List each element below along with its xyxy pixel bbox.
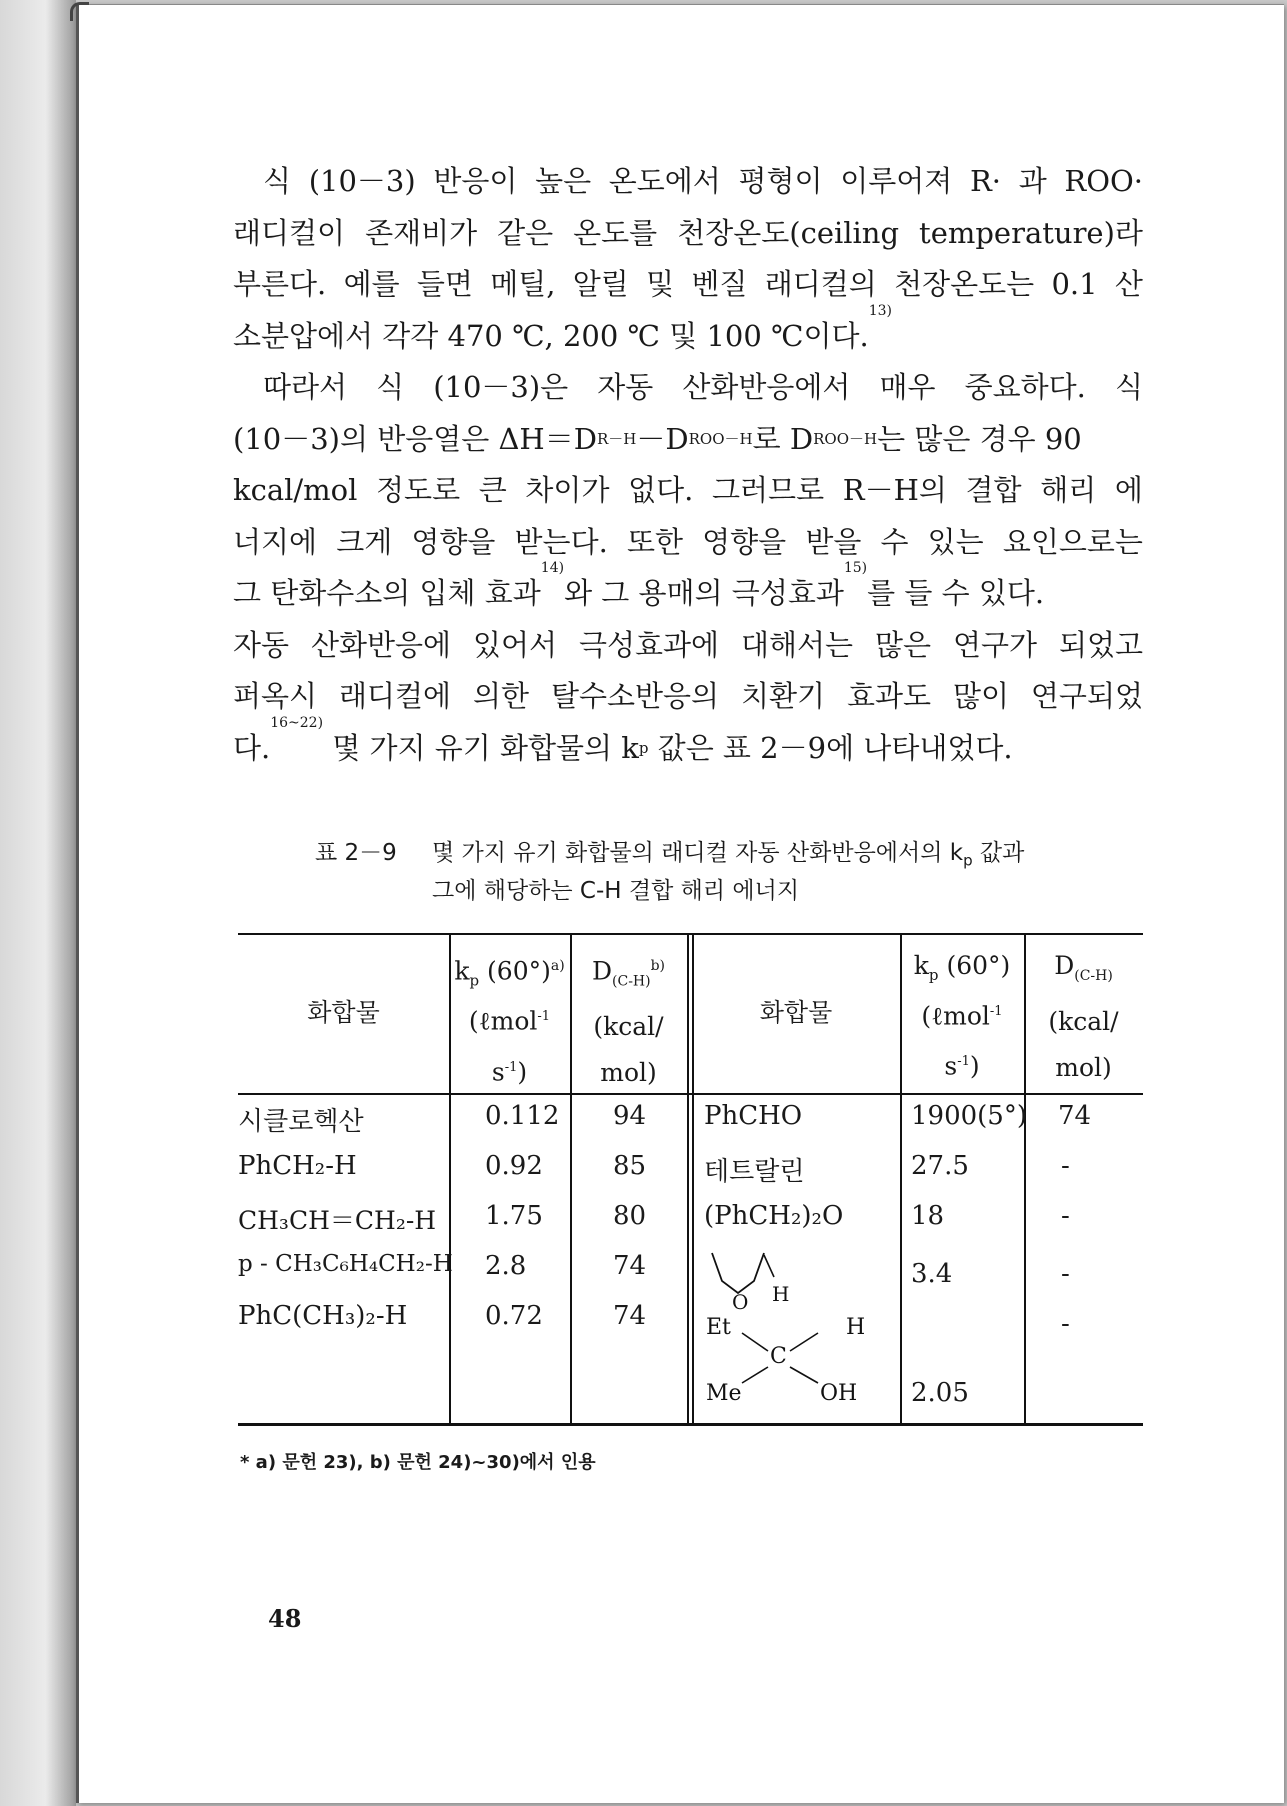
left-row-1-kp: 0.112 [485, 1101, 560, 1131]
word: temperature)라 [919, 215, 1143, 250]
word: ROO· [1064, 164, 1143, 198]
word: 및 [646, 267, 675, 301]
body-text [233, 156, 1143, 774]
word: 에 [1114, 473, 1143, 507]
word: 되었고 [1058, 627, 1143, 662]
word: 들면 [416, 267, 473, 301]
right-row-1-kp: 1900(5°) [911, 1101, 1027, 1131]
right-row-3-kp: 18 [911, 1201, 945, 1231]
right-row-5-d: - [1061, 1309, 1070, 1339]
table-footnote: * a) 문헌 23), b) 문헌 24)~30)에서 인용 [240, 1452, 596, 1473]
left-row-1-d: 94 [613, 1101, 647, 1131]
left-row-3-compound: CH₃CH＝CH₂-H [238, 1206, 437, 1235]
p2-line-1 [233, 362, 1143, 414]
left-row-2-compound: PhCH₂-H [238, 1151, 357, 1181]
word: 반응이 [433, 164, 518, 198]
right-row-4-kp: 3.4 [911, 1259, 953, 1289]
word: 결합 [965, 473, 1022, 507]
word: 같은 [497, 215, 554, 250]
p2-l5-b: 와 그 용매의 극성효과 [564, 576, 844, 610]
right-row-3-d: - [1061, 1201, 1070, 1231]
p2-line-7 [233, 671, 1143, 723]
header-kp-left: $k_p$ $(60^\circ)^{a)}$ (ℓmol$^{-1}$ $s^{-1}$) [454, 956, 565, 1086]
left-row-5-d: 74 [613, 1301, 647, 1331]
p2-l8-b: 몇 가지 유기 화합물의 k [323, 730, 639, 765]
p2-line-8 [233, 714, 1143, 775]
word: 의한 [472, 679, 530, 713]
alcohol-c-label: C [770, 1344, 787, 1369]
ref-13: 13) [868, 302, 892, 319]
p2-l2-sub1: R－H [596, 429, 637, 448]
left-row-5-kp: 0.72 [485, 1301, 543, 1331]
left-row-5-compound: PhC(CH₃)₂-H [238, 1301, 408, 1331]
word: 0.1 [1051, 267, 1098, 301]
word: 연구되었 [1030, 679, 1143, 713]
thf-o-label: O [732, 1290, 749, 1314]
alcohol-et-label: Et [706, 1315, 731, 1340]
header-d-left: $D_{(C-H)}^{b)}$ (kcal/ mol) [591, 956, 666, 1088]
p2-l2-d: 는 많은 경우 90 [877, 421, 1082, 456]
word: 천장온도(ceiling [677, 215, 900, 250]
word: (10－3) [308, 164, 416, 198]
word: 또한 [626, 524, 683, 559]
table-top-rule [238, 933, 1143, 935]
word: 과 [1018, 164, 1047, 198]
page-number: 48 [268, 1604, 302, 1633]
left-row-4-compound: p - CH₃C₆H₄CH₂-H [238, 1251, 453, 1277]
p2-l2-sub3: ROO－H [813, 429, 878, 448]
word: 받을 [805, 524, 862, 559]
col-divider-3a [687, 933, 689, 1425]
right-row-6-kp: 2.05 [911, 1378, 969, 1408]
header-kp-right: $k_p$ (60°) (ℓmol$^{-1}$ $s^{-1}$) [913, 951, 1011, 1081]
left-row-4-d: 74 [613, 1251, 647, 1281]
alcohol-h-label: H [846, 1315, 866, 1340]
word: 예를 [343, 267, 400, 301]
caption-line-2: 그에 해당하는 C-H 결합 해리 에너지 [432, 878, 800, 904]
word: 존재비가 [365, 215, 478, 250]
p2-l2-a: (10－3)의 반응열은 ΔH＝D [233, 421, 597, 456]
table-number: 표 2－9 [315, 840, 397, 866]
word: 식 [263, 164, 292, 198]
ref-15: 15) [843, 560, 868, 576]
word: 해리 [1040, 473, 1097, 507]
p2-l2-b: －D [636, 421, 689, 456]
p2-l5-c: 를 들 수 있다. [867, 576, 1045, 610]
header-d-right: $D_{(C-H)}$ (kcal/ mol) [1048, 951, 1119, 1082]
word: 요인으로는 [1002, 524, 1143, 559]
table-header-rule [238, 1093, 1143, 1095]
word: 영향을 [702, 524, 787, 559]
table-bottom-rule [238, 1423, 1143, 1426]
word: 있어서 [472, 627, 558, 662]
word: 많은 [874, 627, 932, 662]
p1-line-1 [233, 156, 1143, 208]
word: 산화반응에서 [682, 370, 851, 404]
p2-l5-a: 그 탄화수소의 입체 효과 [233, 576, 541, 610]
left-row-2-kp: 0.92 [485, 1151, 543, 1181]
word: 자동 [597, 370, 654, 404]
word: (10－3)은 [433, 370, 569, 404]
p2-l8-sub: p [638, 738, 649, 757]
caption-l1-sub: p [963, 851, 973, 870]
word: 벤질 [691, 267, 748, 301]
caption-l1-a: 몇 가지 유기 화합물의 래디컬 자동 산화반응에서의 k [432, 840, 964, 866]
p2-line-2 [233, 414, 1143, 466]
word: 천장온도는 [894, 267, 1035, 301]
word: R· [969, 164, 1002, 198]
word: 알릴 [572, 267, 629, 301]
right-row-4-d: - [1061, 1259, 1070, 1289]
word: 식 [376, 370, 405, 404]
word: 이루어져 [840, 164, 953, 198]
p2-l8-a: 다. [233, 730, 271, 765]
p1-line-2 [233, 208, 1143, 260]
p2-line-4 [233, 517, 1143, 569]
word: 부른다. [233, 267, 327, 301]
word: 평형이 [738, 164, 823, 198]
word: 치환기 [740, 679, 826, 713]
word: 있는 [927, 524, 984, 559]
word: 극성효과에 [578, 627, 720, 662]
alcohol-me-label: Me [706, 1381, 742, 1406]
word: 산 [1114, 267, 1143, 301]
word: 매우 [879, 370, 936, 404]
word: 큰 [478, 473, 507, 507]
word: 래디컬이 [233, 215, 346, 250]
word: 받는다. [514, 524, 608, 559]
word: 온도에서 [608, 164, 721, 198]
caption-line-1 [315, 834, 1115, 872]
caption-l1-b: 값과 [972, 840, 1025, 866]
left-row-3-d: 80 [613, 1201, 647, 1231]
word: 많이 [952, 679, 1009, 713]
right-row-1-compound: PhCHO [704, 1101, 803, 1131]
word: 퍼옥시 [233, 679, 318, 713]
right-row-3-compound: (PhCH₂)₂O [704, 1201, 844, 1231]
right-row-2-d: - [1061, 1151, 1070, 1181]
left-row-1-compound: 시클로헥산 [238, 1107, 364, 1137]
book-spine [0, 0, 76, 1806]
right-row-2-kp: 27.5 [911, 1151, 969, 1181]
ref-14: 14) [540, 560, 565, 576]
right-row-1-d: 74 [1058, 1101, 1092, 1131]
thf-h-label: H [772, 1282, 790, 1306]
word: 너지에 [233, 524, 318, 559]
left-row-2-d: 85 [613, 1151, 647, 1181]
p2-l2-c: 로 D [752, 421, 814, 456]
word: 탈수소반응의 [550, 679, 720, 713]
word: 중요하다. [964, 370, 1086, 404]
word: 따라서 [263, 370, 348, 404]
word: 차이가 [525, 473, 610, 507]
p2-line-6 [233, 620, 1143, 672]
p2-l2-sub2: ROO－H [688, 429, 753, 448]
word: R－H의 [842, 473, 947, 507]
right-row-2-compound: 테트랄린 [704, 1157, 805, 1187]
page-corner [70, 2, 89, 21]
p2-line-3 [233, 465, 1143, 517]
word: 래디컬에 [338, 679, 452, 713]
alcohol-oh-label: OH [820, 1381, 858, 1406]
word: 식 [1114, 370, 1143, 404]
word: 없다. [628, 473, 694, 507]
word: 크게 [336, 524, 393, 559]
ref-16-22: 16~22) [270, 714, 324, 731]
word: 높은 [535, 164, 592, 198]
word: 자동 [233, 627, 290, 662]
word: 연구가 [952, 627, 1037, 662]
word: 정도로 [376, 473, 461, 507]
left-row-3-kp: 1.75 [485, 1201, 543, 1231]
header-compound-left: 화합물 [307, 998, 380, 1027]
butanol-structure-icon [704, 1305, 894, 1423]
p1-line-4 [233, 302, 1143, 363]
word: 영향을 [411, 524, 496, 559]
p2-l8-c: 값은 표 2－9에 나타내었다. [648, 730, 1013, 765]
word: 그러므로 [712, 473, 825, 507]
table-caption [315, 834, 1115, 910]
p1-line-4-text: 소분압에서 각각 470 ℃, 200 ℃ 및 100 ℃이다. [233, 318, 869, 353]
word: 효과도 [846, 679, 932, 713]
word: 온도를 [573, 215, 658, 250]
header-compound-right: 화합물 [759, 998, 833, 1027]
p2-line-5 [233, 560, 1143, 620]
p1-line-3 [233, 259, 1143, 311]
word: 래디컬의 [764, 267, 877, 301]
word: 산화반응에 [310, 627, 452, 662]
word: 메틸, [490, 267, 556, 301]
left-row-4-kp: 2.8 [485, 1251, 527, 1281]
word: 수 [880, 524, 909, 559]
word: kcal/mol [233, 473, 358, 507]
word: 대해서는 [740, 627, 854, 662]
data-table [238, 933, 1143, 1426]
